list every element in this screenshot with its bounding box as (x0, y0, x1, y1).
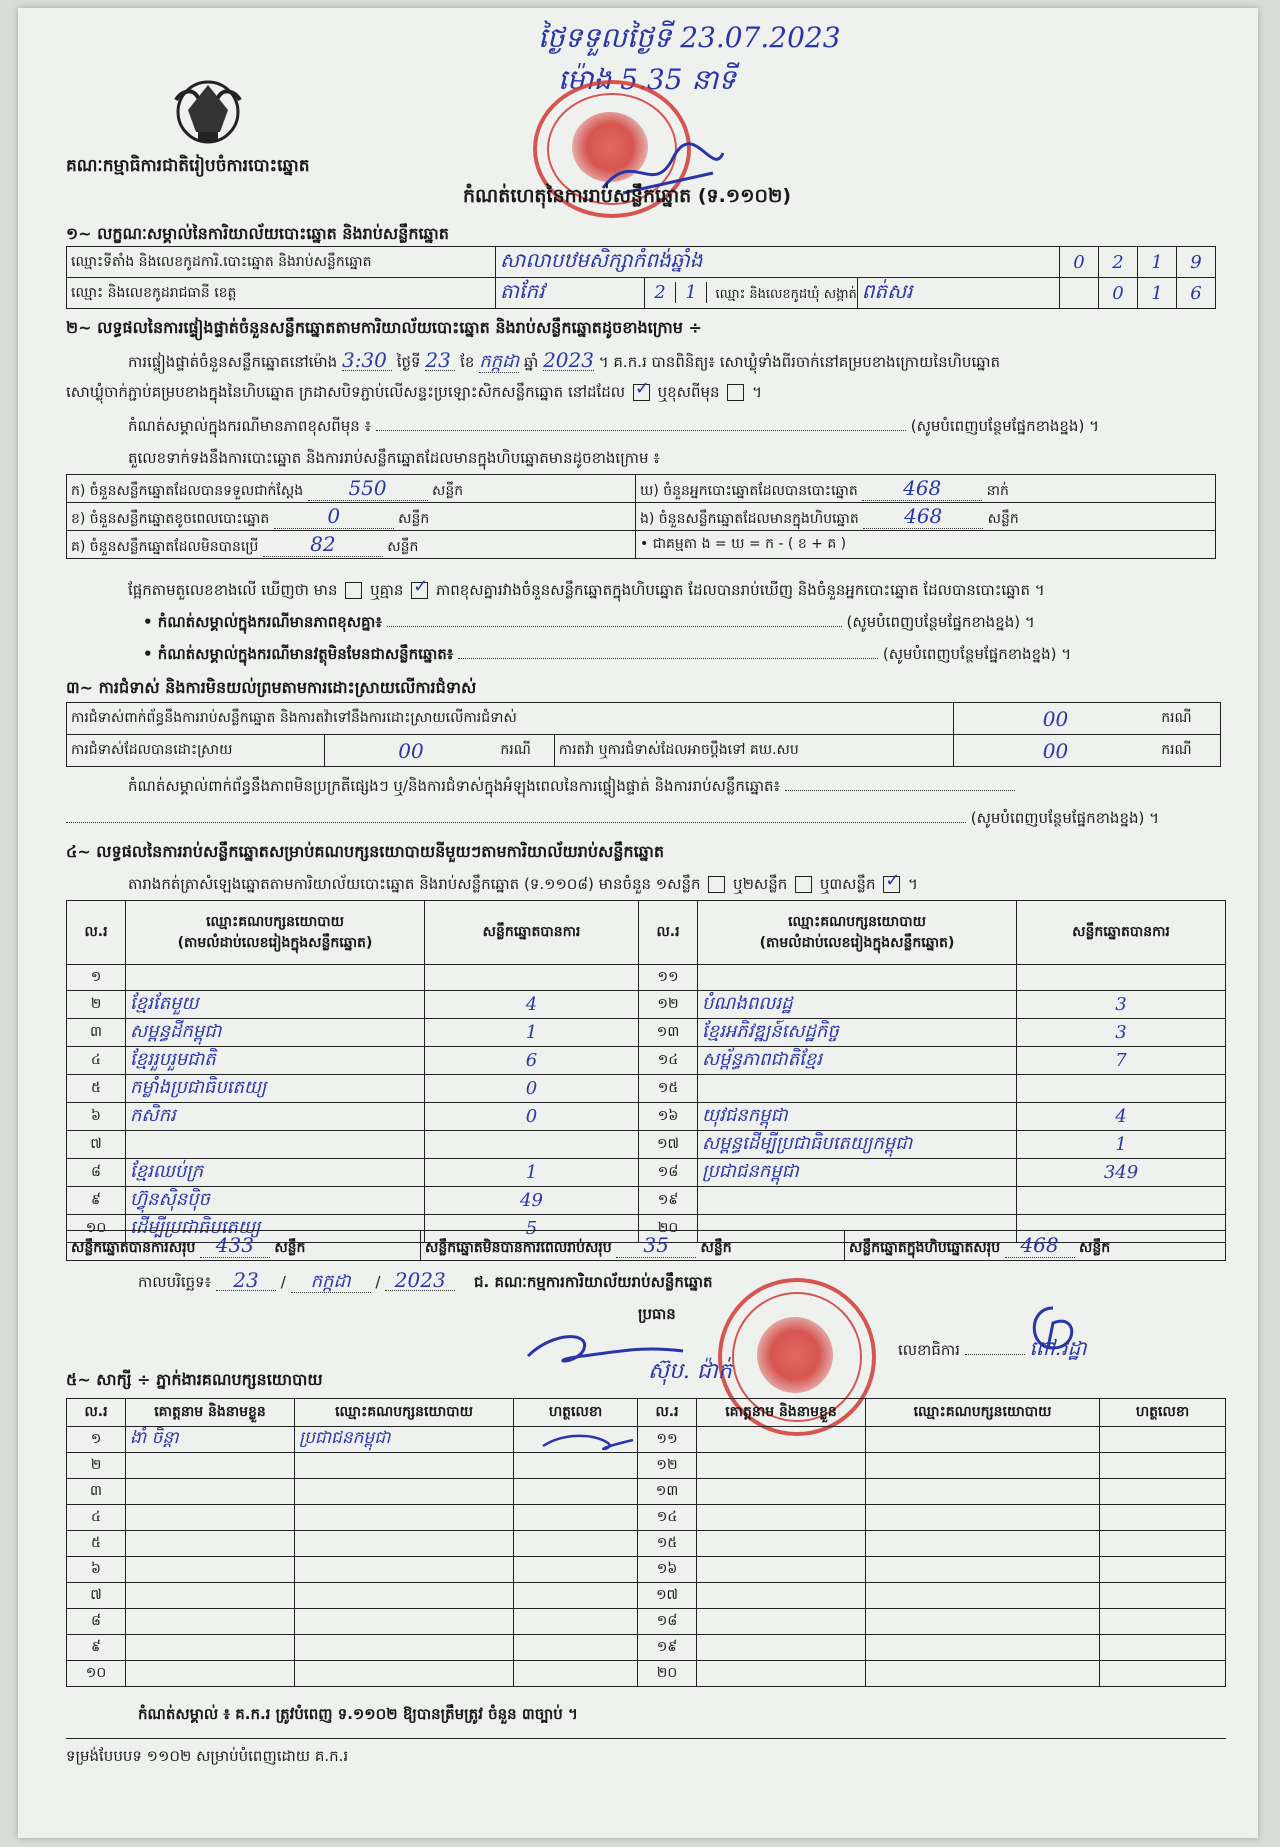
witness-name (697, 1635, 866, 1661)
total-invalid-unit: សន្លឹក (700, 1239, 732, 1256)
party-votes: 0 (425, 1075, 639, 1103)
witness-signature-cell (1100, 1557, 1226, 1583)
party-no: ១០ (67, 1215, 126, 1243)
date-month: កក្កដា (291, 1272, 371, 1293)
table-row (67, 1453, 1226, 1479)
witness-name (697, 1505, 866, 1531)
province-code-2: 1 (676, 282, 707, 303)
party-votes (425, 965, 639, 991)
witness-signature-cell (1100, 1583, 1226, 1609)
party-no: ១៣ (639, 1019, 698, 1047)
party-votes: 3 (1017, 1019, 1226, 1047)
witness-signature-cell (1100, 1531, 1226, 1557)
footer-note: កំណត់សម្គាល់ ៖ គ.ក.រ ត្រូវបំពេញ ទ.១១០២ ឱ្យបានត្រឹមត្រូវ ចំនួន ៣ច្បាប់ ។ (138, 1705, 578, 1723)
witness-no: ៧ (67, 1583, 126, 1609)
party-votes (1017, 1187, 1226, 1215)
party-name: សម្ពន្ធដើម្បីប្រជាធិបតេយ្យកម្ពុជា (698, 1131, 1017, 1159)
table-row (67, 1427, 1226, 1453)
party-no: ១៤ (639, 1047, 698, 1075)
location-code-3: 1 (1138, 247, 1177, 278)
ballot-figures-table (66, 474, 1216, 559)
witness-party (866, 1531, 1100, 1557)
table-row (67, 1159, 1226, 1187)
table-row (67, 1531, 1226, 1557)
verification-year: 2023 (543, 348, 594, 372)
verification-day: 23 (425, 350, 455, 371)
commune-value: ពត់សរ (857, 278, 1059, 309)
discrepancy-line (128, 580, 1045, 600)
witness-name (126, 1635, 295, 1661)
party-votes: 7 (1017, 1047, 1226, 1075)
objections-table (66, 702, 1221, 767)
nec-emblem-logo (168, 70, 248, 150)
received-ballots-label: ក) ចំនួនសន្លឹកឆ្នោតដែលបានទទួលជាក់ស្តែង (71, 482, 304, 499)
party-name (126, 1131, 425, 1159)
table-row (67, 1187, 1226, 1215)
org-name: គណៈកម្មាធិការជាតិរៀបចំការបោះឆ្នោត (66, 156, 310, 176)
witness-no: ២០ (638, 1661, 697, 1687)
secretary-signature (1018, 1298, 1088, 1358)
verification-time: 3:30 (342, 350, 392, 371)
two-sheet-text: ឬ២សន្លឹក (733, 875, 788, 893)
witness-name (126, 1609, 295, 1635)
unused-ballots-value: 82 (263, 532, 383, 557)
section4-title: ៤~ លទ្ធផលនៃការរាប់សន្លឹកឆ្នោតសម្រាប់គណបក្សនយោបាយនីមួយៗតាមការិយាល័យរាប់សន្លឹកឆ្នោត (66, 842, 665, 861)
table-row (67, 1609, 1226, 1635)
objections-unit: ករណី (1157, 703, 1220, 735)
w-col-party-right: ឈ្មោះគណបក្សនយោបាយ (866, 1399, 1100, 1427)
party-name: កសិករ (126, 1103, 425, 1131)
witness-name (126, 1661, 295, 1687)
resolved-label: ការជំទាស់ដែលបានដោះស្រាយ (67, 735, 325, 767)
line2-text: សោឃ្លុំចាក់ភ្ជាប់គម្របខាងក្នុងនៃហិបឆ្នោត ក្រដាសបិទភ្ជាប់លើសន្ទះប្រឡោះសិកសន្លឹកឆ្នោត នៅដដែល (66, 383, 626, 401)
table-row (67, 1047, 1226, 1075)
col-party-left: ឈ្មោះគណបក្សនយោបាយ (តាមលំដាប់លេខរៀងក្នុងសន្លឹកឆ្នោត) (126, 901, 425, 965)
w-col-no-left: ល.រ (67, 1399, 126, 1427)
party-name: យុវជនកម្ពុជា (698, 1103, 1017, 1131)
party-votes: 6 (425, 1047, 639, 1075)
party-no: ៦ (67, 1103, 126, 1131)
received-ballots-value: 550 (308, 476, 428, 501)
province-label: ឈ្មោះ និងលេខកូដរាជធានី ខេត្ត (67, 278, 496, 309)
party-votes: 1 (425, 1159, 639, 1187)
spoiled-ballots-label: ខ) ចំនួនសន្លឹកឆ្នោតខូចពេលបោះឆ្នោត (71, 510, 270, 527)
line2-end: ។ (752, 383, 762, 401)
total-valid-unit: សន្លឹក (274, 1239, 306, 1256)
party-votes (425, 1131, 639, 1159)
party-no: ២០ (639, 1215, 698, 1243)
party-no: ៤ (67, 1047, 126, 1075)
party-votes (1017, 965, 1226, 991)
party-no: ១៨ (639, 1159, 698, 1187)
party-no: ៨ (67, 1159, 126, 1187)
witness-signature-cell (514, 1531, 638, 1557)
party-name: បំណងពលរដ្ឋ (698, 991, 1017, 1019)
col-no-left: ល.រ (67, 901, 126, 965)
line1-text-a: ការផ្ទៀងផ្ទាត់ចំនួនសន្លឹកឆ្នោតនៅម៉ោង (128, 353, 338, 371)
witness-no: ១១ (638, 1427, 697, 1453)
witness-name (697, 1531, 866, 1557)
party-votes: 1 (425, 1019, 639, 1047)
witness-table (66, 1398, 1226, 1687)
location-label: ឈ្មោះទីតាំង និងលេខកូដការិ.បោះឆ្នោត និងរាប់សន្លឹកឆ្នោត (67, 247, 496, 278)
bullet1-fill-note: (សូមបំពេញបន្ថែមផ្នែកខាងខ្នង) ។ (846, 613, 1035, 631)
line1-text-e: ។ គ.ក.រ បានពិនិត្យ៖ សោឃ្លុំទាំងពីរចាក់នៅគម្របខាងក្រោយនៃហិបឆ្នោត (598, 353, 1001, 371)
witness-party: ប្រជាជនកម្ពុជា (295, 1427, 514, 1453)
irregularity-fill-line (66, 808, 1216, 828)
discrepancy-text-a: ផ្អែកតាមតួលេខខាងលើ ឃើញថា មាន (128, 581, 338, 599)
w-col-name-left: គោត្តនាម និងនាមខ្លួន (126, 1399, 295, 1427)
witness-name (126, 1557, 295, 1583)
party-results-table (66, 900, 1226, 1243)
witness-party (866, 1453, 1100, 1479)
party-name: សម្ព័ន្ធភាពជាតិខ្មែរ (698, 1047, 1017, 1075)
party-votes: 3 (1017, 991, 1226, 1019)
signing-date-line: កាលបរិច្ឆេទ៖ 23 / កក្កដា / 2023 ជ. គណៈកម្មការការិយាល័យរាប់សន្លឹកឆ្នោត (138, 1268, 713, 1292)
witness-no: ១០ (67, 1661, 126, 1687)
voters-value: 468 (862, 476, 982, 501)
spoiled-ballots-unit: សន្លឹក (398, 510, 430, 527)
witness-party (295, 1661, 514, 1687)
total-valid-value: 433 (200, 1233, 270, 1258)
figures-intro: តួលេខទាក់ទងនឹងការបោះឆ្នោត និងការរាប់សន្លឹកឆ្នោតដែលមានក្នុងហិបឆ្នោតមានដូចខាងក្រោម ៖ (128, 449, 660, 467)
party-no: ១២ (639, 991, 698, 1019)
party-no: ៩ (67, 1187, 126, 1215)
witness-signature-cell (1100, 1479, 1226, 1505)
witness-no: ១២ (638, 1453, 697, 1479)
w-col-no-right: ល.រ (638, 1399, 697, 1427)
party-no: ២ (67, 991, 126, 1019)
party-no: ៧ (67, 1131, 126, 1159)
witness-signature-cell (1100, 1661, 1226, 1687)
line1-text-c: ខែ (460, 353, 475, 371)
table-row (67, 1505, 1226, 1531)
irregularity-fill-note: (សូមបំពេញបន្ថែមផ្នែកខាងខ្នង) ។ (970, 809, 1160, 827)
secretary-name: ពៅ.រដ្ឋា (1029, 1336, 1087, 1360)
witness-name (697, 1479, 866, 1505)
witness-name (697, 1661, 866, 1687)
form-title: កំណត់ហេតុនៃការរាប់សន្លឹកឆ្នោត (ទ.១១០២) (463, 185, 792, 207)
ballots-in-box-label: ង) ចំនួនសន្លឹកឆ្នោតដែលមានក្នុងហិបឆ្នោត (640, 510, 859, 527)
bullet2-label: • កំណត់សម្គាល់ក្នុងករណីមានវត្ថុមិនមែនជាសន្លឹកឆ្នោត៖ (143, 645, 454, 663)
section5-title: ៥~ សាក្សី ÷ ភ្នាក់ងារគណបក្សនយោបាយ (66, 1370, 323, 1389)
party-name: ហ៊្វុនស៊ិនប៉ិច (126, 1187, 425, 1215)
bullet-note-1 (143, 612, 1218, 632)
has-difference-checkbox[interactable] (345, 582, 362, 599)
different-checkbox[interactable] (727, 384, 744, 401)
witness-no: ៦ (67, 1557, 126, 1583)
total-box-unit: សន្លឹក (1078, 1239, 1111, 1256)
footer-divider (66, 1738, 1226, 1739)
witness-name (697, 1427, 866, 1453)
party-votes: 349 (1017, 1159, 1226, 1187)
unused-ballots-label: គ) ចំនួនសន្លឹកឆ្នោតដែលមិនបានប្រើ (71, 538, 259, 555)
party-no: ១៩ (639, 1187, 698, 1215)
table-row (67, 991, 1226, 1019)
handwritten-received-time: ម៉ោង 5.35 នាទី (558, 63, 736, 96)
party-name (698, 1187, 1017, 1215)
witness-no: ១៨ (638, 1609, 697, 1635)
witness-party (866, 1661, 1100, 1687)
resolved-value: 00 (325, 735, 496, 767)
witness-party (295, 1505, 514, 1531)
date-label: កាលបរិច្ឆេទ៖ (138, 1273, 212, 1291)
verification-line-2 (66, 382, 762, 402)
ballots-in-box-value: 468 (863, 504, 983, 529)
witness-name (126, 1479, 295, 1505)
party-votes: 1 (1017, 1131, 1226, 1159)
w-col-sign-left: ហត្ថលេខា (514, 1399, 638, 1427)
appeal-unit: ករណី (1157, 735, 1220, 767)
witness-party (866, 1427, 1100, 1453)
party-votes: 4 (425, 991, 639, 1019)
fill-back-note: (សូមបំពេញបន្ថែមផ្នែកខាងខ្នង) ។ (910, 417, 1099, 435)
appeal-label: ការតវ៉ា ឬការជំទាស់ដែលអាចប្តឹងទៅ គឃ.សប (554, 735, 953, 767)
objections-value: 00 (953, 703, 1157, 735)
party-votes: 4 (1017, 1103, 1226, 1131)
line1-text-d: ឆ្នាំ (523, 353, 539, 371)
witness-1-signature (538, 1428, 638, 1458)
witness-party (866, 1609, 1100, 1635)
two-sheet-checkbox[interactable] (795, 876, 812, 893)
party-no: ១៧ (639, 1131, 698, 1159)
no-difference-checkbox[interactable] (411, 582, 428, 599)
resolved-unit: ករណី (496, 735, 554, 767)
witness-signature-cell (1100, 1635, 1226, 1661)
chair-name: ស៊ុប. ជ៉ាក់ (648, 1359, 732, 1384)
party-name: ប្រជាជនកម្ពុជា (698, 1159, 1017, 1187)
total-invalid-value: 35 (616, 1233, 696, 1258)
witness-no: ១៧ (638, 1583, 697, 1609)
party-name: ខ្មែរតែមួយ (126, 991, 425, 1019)
party-votes: 0 (425, 1103, 639, 1131)
witness-signature-cell (1100, 1609, 1226, 1635)
witness-signature-cell (514, 1609, 638, 1635)
witness-signature-cell (514, 1505, 638, 1531)
party-name (698, 1075, 1017, 1103)
witness-name (697, 1583, 866, 1609)
table-row (67, 1479, 1226, 1505)
party-name: ខ្មែរឈប់ក្រ (126, 1159, 425, 1187)
w-col-sign-right: ហត្ថលេខា (1100, 1399, 1226, 1427)
tally-end: ។ (908, 875, 918, 893)
tally-sheet-text: តារាងកត់ត្រាសំឡេងឆ្នោតតាមការិយាល័យបោះឆ្នោត និងរាប់សន្លឹកឆ្នោត (ទ.១១០៨) មានចំនួន ១សន្លឹក (128, 875, 701, 893)
witness-no: ៣ (67, 1479, 126, 1505)
party-votes (1017, 1075, 1226, 1103)
witness-name (126, 1583, 295, 1609)
appeal-value: 00 (953, 735, 1157, 767)
witness-name: ងាំ ចិន្តា (126, 1427, 295, 1453)
table-row (67, 1075, 1226, 1103)
objections-label: ការជំទាស់ពាក់ព័ន្ធនឹងការរាប់សន្លឹកឆ្នោត និងការតវ៉ាទៅនឹងការដោះស្រាយលើការជំទាស់ (67, 703, 954, 735)
three-sheet-checkbox[interactable] (883, 876, 900, 893)
commune-code-2: 1 (1138, 278, 1177, 309)
province-value: តាកែវ (496, 278, 645, 309)
party-no: ៥ (67, 1075, 126, 1103)
party-no: ១ (67, 965, 126, 991)
voters-unit: នាក់ (986, 482, 1009, 499)
witness-name (126, 1505, 295, 1531)
witness-signature-cell (1100, 1505, 1226, 1531)
ballots-in-box-unit: សន្លឹក (987, 510, 1019, 527)
committee-label: ជ. គណៈកម្មការការិយាល័យរាប់សន្លឹកឆ្នោត (474, 1273, 713, 1291)
party-name (698, 965, 1017, 991)
one-sheet-checkbox[interactable] (708, 876, 725, 893)
witness-no: ១៣ (638, 1479, 697, 1505)
witness-signature-cell (514, 1557, 638, 1583)
party-no: ១១ (639, 965, 698, 991)
party-no: ១៥ (639, 1075, 698, 1103)
table-row (67, 965, 1226, 991)
discrepancy-text-c: ភាពខុសគ្នារវាងចំនួនសន្លឹកឆ្នោតក្នុងហិបឆ្នោត ដែលបានរាប់ឃើញ និងចំនួនអ្នកបោះឆ្នោត ដែលបានបោះឆ្នោត ។ (435, 581, 1045, 599)
witness-party (866, 1583, 1100, 1609)
witness-signature-cell (514, 1661, 638, 1687)
witness-no: ៥ (67, 1531, 126, 1557)
table-row (67, 1661, 1226, 1687)
formula-text: • ជាគម្មតា ង = ឃ = ក - ( ខ + គ ) (636, 531, 1216, 559)
witness-party (295, 1609, 514, 1635)
date-year: 2023 (385, 1270, 455, 1291)
section1-table (66, 246, 1216, 309)
witness-no: ២ (67, 1453, 126, 1479)
col-votes-right: សន្លឹកឆ្នោតបានការ (1017, 901, 1226, 965)
bullet-note-2 (143, 644, 1218, 664)
tally-sheet-line (128, 874, 918, 894)
total-invalid-label: សន្លឹកឆ្នោតមិនបានការពេលរាប់សរុប (425, 1239, 612, 1256)
witness-name (126, 1531, 295, 1557)
difference-note-line (128, 416, 1218, 436)
witness-no: ១៦ (638, 1557, 697, 1583)
document-sheet (18, 8, 1258, 1838)
irregularity-note: កំណត់សម្គាល់ពាក់ព័ន្ធនឹងភាពមិនប្រក្រតីផ្សេងៗ ឬ/និងការជំទាស់ក្នុងអំឡុងពេលនៃការផ្ទៀងផ្ទាត់ និងការរាប់សន្លឹកឆ្នោត៖ (128, 777, 781, 795)
section2-title: ២~ លទ្ធផលនៃការផ្ទៀងផ្ទាត់ចំនួនសន្លឹកឆ្នោតតាមការិយាល័យបោះឆ្នោត និងរាប់សន្លឹកឆ្នោតដូចខាងក្រោម ÷ (66, 318, 702, 337)
commune-label: ឈ្មោះ និងលេខកូដឃុំ សង្កាត់ (715, 286, 857, 302)
location-value: សាលាបឋមសិក្សាកំពង់ឆ្នាំង (496, 247, 1060, 278)
commune-code-1: 0 (1099, 278, 1138, 309)
witness-party (295, 1453, 514, 1479)
date-day: 23 (216, 1270, 276, 1291)
witness-party (866, 1479, 1100, 1505)
table-row (67, 1557, 1226, 1583)
witness-party (295, 1557, 514, 1583)
party-no: ៣ (67, 1019, 126, 1047)
voters-label: ឃ) ចំនួនអ្នកបោះឆ្នោតដែលបានបោះឆ្នោត (640, 482, 858, 499)
handwritten-received-date: ថ្ងៃទទួលថ្ងៃទី 23.07.2023 (538, 21, 841, 54)
witness-no: ៨ (67, 1609, 126, 1635)
witness-party (866, 1635, 1100, 1661)
section1-title: ១~ លក្ខណៈសម្គាល់នៃការិយាល័យបោះឆ្នោត និងរាប់សន្លឹកឆ្នោត (66, 224, 449, 243)
total-box-label: សន្លឹកឆ្នោតក្នុងហិបឆ្នោតសរុប (849, 1239, 1001, 1256)
location-code-1: 0 (1060, 247, 1099, 278)
party-votes: 49 (425, 1187, 639, 1215)
col-no-right: ល.រ (639, 901, 698, 965)
witness-name (697, 1609, 866, 1635)
totals-row (66, 1230, 1226, 1261)
line2-or-text: ឬខុសពីមុន (657, 383, 720, 401)
witness-party (295, 1635, 514, 1661)
witness-party (295, 1583, 514, 1609)
witness-signature-cell (514, 1635, 638, 1661)
irregularity-note-line (128, 776, 1218, 796)
witness-no: ១ (67, 1427, 126, 1453)
witness-no: ១៥ (638, 1531, 697, 1557)
total-box-value: 468 (1005, 1233, 1075, 1258)
difference-note-label: កំណត់សម្គាល់ក្នុងករណីមានភាពខុសពីមុន ៖ (128, 417, 372, 435)
w-col-party-left: ឈ្មោះគណបក្សនយោបាយ (295, 1399, 514, 1427)
party-name: ខ្មែរអភិវឌ្ឍន៍សេដ្ឋកិច្ច (698, 1019, 1017, 1047)
w-col-name-right: គោត្តនាម និងនាមខ្លួន (697, 1399, 866, 1427)
col-party-right: ឈ្មោះគណបក្សនយោបាយ (តាមលំដាប់លេខរៀងក្នុងសន្លឹកឆ្នោត) (698, 901, 1017, 965)
party-name: ខ្មែររួបរួមជាតិ (126, 1047, 425, 1075)
line1-text-b: ថ្ងៃទី (396, 353, 421, 371)
witness-signature-cell (1100, 1453, 1226, 1479)
verification-line-1 (128, 350, 1000, 373)
table-row (67, 1103, 1226, 1131)
same-as-before-checkbox[interactable] (633, 384, 650, 401)
bullet2-fill-note: (សូមបំពេញបន្ថែមផ្នែកខាងខ្នង) ។ (882, 645, 1072, 663)
footer-form-note: ទម្រង់បែបបទ ១១០២ សម្រាប់បំពេញដោយ គ.ក.រ (66, 1747, 349, 1765)
location-code-2: 2 (1099, 247, 1138, 278)
received-ballots-unit: សន្លឹក (432, 482, 464, 499)
witness-signature-cell (514, 1583, 638, 1609)
party-no: ១៦ (639, 1103, 698, 1131)
witness-no: ៩ (67, 1635, 126, 1661)
section3-title: ៣~ ការជំទាស់ និងការមិនយល់ព្រមតាមការដោះស្រាយលើការជំទាស់ (66, 678, 477, 697)
total-valid-label: សន្លឹកឆ្នោតបានការសរុប (71, 1239, 196, 1256)
discrepancy-text-b: ឬគ្មាន (370, 581, 404, 599)
party-votes: 5 (425, 1215, 639, 1243)
witness-party (866, 1557, 1100, 1583)
witness-name (697, 1453, 866, 1479)
table-row (67, 1583, 1226, 1609)
location-code-4: 9 (1177, 247, 1216, 278)
witness-name (126, 1453, 295, 1479)
party-name (126, 965, 425, 991)
chair-title: ប្រធាន (638, 1305, 676, 1323)
witness-no: ៤ (67, 1505, 126, 1531)
witness-signature-cell (1100, 1427, 1226, 1453)
province-code-1: 2 (645, 282, 676, 303)
party-name: ដើម្បីប្រជាធិបតេយ្យ (126, 1215, 425, 1243)
party-name: សម្ពន្ធដីកម្ពុជា (126, 1019, 425, 1047)
witness-party (866, 1505, 1100, 1531)
table-row (67, 1131, 1226, 1159)
witness-signature-cell (514, 1479, 638, 1505)
witness-party (295, 1531, 514, 1557)
col-votes-left: សន្លឹកឆ្នោតបានការ (425, 901, 639, 965)
verification-month: កក្កដា (479, 351, 520, 372)
secretary-label: លេខាធិការ (898, 1341, 960, 1359)
witness-no: ១៩ (638, 1635, 697, 1661)
three-sheet-text: ឬ៣សន្លឹក (819, 875, 876, 893)
witness-no: ១៤ (638, 1505, 697, 1531)
table-row (67, 1635, 1226, 1661)
table-row (67, 1019, 1226, 1047)
unused-ballots-unit: សន្លឹក (387, 538, 419, 555)
party-name: កម្លាំងប្រជាធិបតេយ្យ (126, 1075, 425, 1103)
commune-code-3: 6 (1177, 278, 1216, 309)
spoiled-ballots-value: 0 (274, 504, 394, 529)
bullet1-label: • កំណត់សម្គាល់ក្នុងករណីមានភាពខុសគ្នា៖ (143, 613, 382, 631)
witness-party (295, 1479, 514, 1505)
witness-name (697, 1557, 866, 1583)
